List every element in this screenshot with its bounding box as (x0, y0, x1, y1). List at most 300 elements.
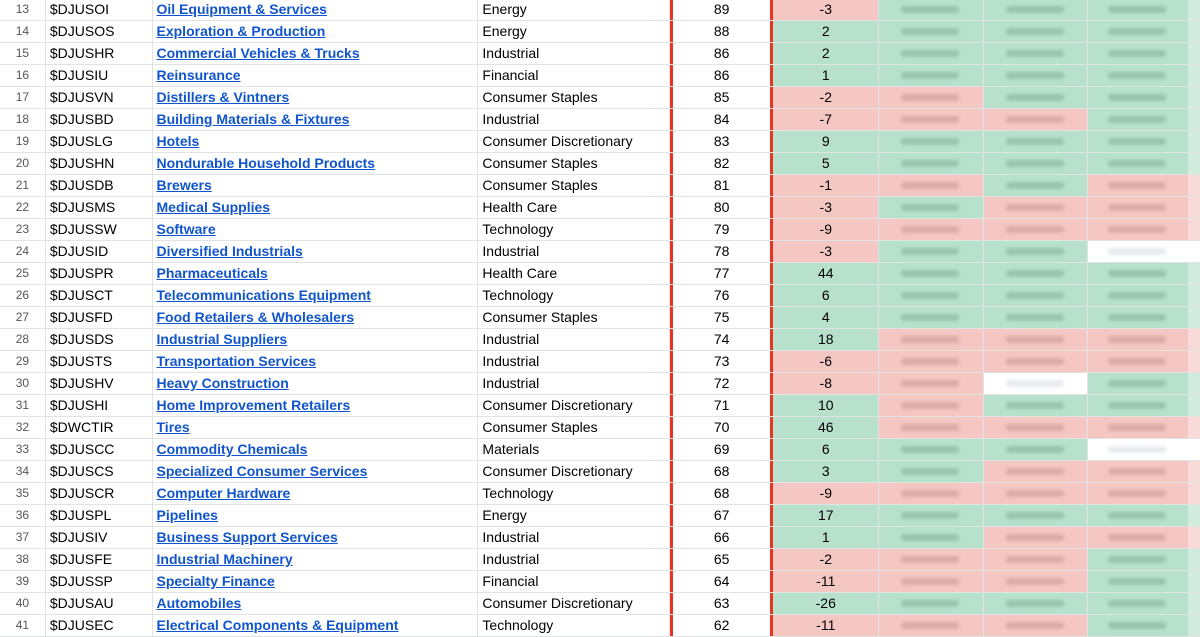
redacted-cell[interactable] (984, 395, 1089, 416)
row-number[interactable]: 36 (0, 505, 46, 526)
industry-link[interactable]: Transportation Services (156, 353, 317, 369)
change-cell[interactable]: 6 (773, 285, 879, 306)
redacted-cell[interactable] (984, 549, 1089, 570)
sector-cell[interactable]: Industrial (478, 241, 669, 262)
row-number[interactable]: 25 (0, 263, 46, 284)
change-cell[interactable]: 2 (773, 21, 879, 42)
table-row[interactable] (0, 87, 1200, 109)
industry-link[interactable]: Reinsurance (156, 67, 241, 83)
industry-name-cell[interactable] (153, 615, 479, 636)
industry-link[interactable]: Commodity Chemicals (156, 441, 308, 457)
redacted-cell[interactable] (879, 307, 984, 328)
industry-link[interactable]: Industrial Suppliers (156, 331, 288, 347)
redacted-cell[interactable] (1088, 0, 1200, 20)
industry-link[interactable]: Telecommunications Equipment (156, 287, 371, 303)
sector-cell[interactable]: Financial (478, 571, 669, 592)
rank-cell[interactable]: 68 (670, 461, 774, 482)
redacted-cell[interactable] (984, 21, 1089, 42)
ticker-cell[interactable]: $DJUSOS (46, 21, 153, 42)
redacted-cell[interactable] (984, 263, 1089, 284)
sector-cell[interactable]: Technology (478, 285, 669, 306)
redacted-cell[interactable] (984, 65, 1089, 86)
ticker-cell[interactable]: $DJUSTS (46, 351, 153, 372)
sector-cell[interactable]: Consumer Staples (478, 417, 669, 438)
ticker-cell[interactable]: $DJUSHI (46, 395, 153, 416)
change-cell[interactable]: 2 (773, 43, 879, 64)
change-cell[interactable]: -2 (773, 549, 879, 570)
row-number[interactable]: 13 (0, 0, 46, 20)
row-number[interactable]: 34 (0, 461, 46, 482)
redacted-cell[interactable] (984, 175, 1089, 196)
redacted-cell[interactable] (879, 263, 984, 284)
sector-cell[interactable]: Industrial (478, 549, 669, 570)
redacted-cell[interactable] (879, 351, 984, 372)
industry-name-cell[interactable] (153, 153, 479, 174)
redacted-cell[interactable] (984, 483, 1089, 504)
redacted-cell[interactable] (984, 109, 1089, 130)
redacted-cell[interactable] (984, 351, 1089, 372)
sector-cell[interactable]: Technology (478, 219, 669, 240)
row-number[interactable]: 37 (0, 527, 46, 548)
rank-cell[interactable]: 86 (670, 65, 774, 86)
industry-link[interactable]: Business Support Services (156, 529, 338, 545)
redacted-cell[interactable] (1088, 571, 1200, 592)
redacted-cell[interactable] (879, 153, 984, 174)
rank-cell[interactable]: 79 (670, 219, 774, 240)
industry-name-cell[interactable] (153, 0, 479, 20)
redacted-cell[interactable] (1088, 329, 1200, 350)
change-cell[interactable]: -7 (773, 109, 879, 130)
ticker-cell[interactable]: $DJUSIV (46, 527, 153, 548)
change-cell[interactable]: -3 (773, 241, 879, 262)
industry-name-cell[interactable] (153, 197, 479, 218)
change-cell[interactable]: -1 (773, 175, 879, 196)
rank-cell[interactable]: 78 (670, 241, 774, 262)
rank-cell[interactable]: 75 (670, 307, 774, 328)
sector-cell[interactable]: Materials (478, 439, 669, 460)
redacted-cell[interactable] (879, 65, 984, 86)
rank-cell[interactable]: 89 (670, 0, 774, 20)
sector-cell[interactable]: Consumer Staples (478, 153, 669, 174)
ticker-cell[interactable]: $DJUSHR (46, 43, 153, 64)
table-row[interactable] (0, 593, 1200, 615)
industry-link[interactable]: Automobiles (156, 595, 242, 611)
rank-cell[interactable]: 86 (670, 43, 774, 64)
redacted-cell[interactable] (879, 483, 984, 504)
industry-name-cell[interactable] (153, 483, 479, 504)
redacted-cell[interactable] (879, 615, 984, 636)
industry-name-cell[interactable] (153, 87, 479, 108)
table-row[interactable] (0, 241, 1200, 263)
redacted-cell[interactable] (984, 329, 1089, 350)
redacted-cell[interactable] (1088, 527, 1200, 548)
redacted-cell[interactable] (1088, 65, 1200, 86)
redacted-cell[interactable] (1088, 439, 1200, 460)
table-row[interactable] (0, 483, 1200, 505)
redacted-cell[interactable] (1088, 87, 1200, 108)
redacted-cell[interactable] (984, 439, 1089, 460)
industry-name-cell[interactable] (153, 285, 479, 306)
redacted-cell[interactable] (879, 43, 984, 64)
redacted-cell[interactable] (984, 0, 1089, 20)
rank-cell[interactable]: 88 (670, 21, 774, 42)
industry-name-cell[interactable] (153, 43, 479, 64)
redacted-cell[interactable] (1088, 131, 1200, 152)
redacted-cell[interactable] (984, 197, 1089, 218)
rank-cell[interactable]: 64 (670, 571, 774, 592)
sector-cell[interactable]: Industrial (478, 329, 669, 350)
ticker-cell[interactable]: $DJUSPR (46, 263, 153, 284)
redacted-cell[interactable] (1088, 109, 1200, 130)
table-row[interactable] (0, 109, 1200, 131)
industry-link[interactable]: Software (156, 221, 216, 237)
table-row[interactable] (0, 615, 1200, 637)
redacted-cell[interactable] (1088, 153, 1200, 174)
table-row[interactable] (0, 461, 1200, 483)
redacted-cell[interactable] (984, 131, 1089, 152)
table-row[interactable] (0, 65, 1200, 87)
sector-cell[interactable]: Health Care (478, 197, 669, 218)
redacted-cell[interactable] (1088, 351, 1200, 372)
redacted-cell[interactable] (879, 395, 984, 416)
table-row[interactable] (0, 527, 1200, 549)
change-cell[interactable]: -11 (773, 615, 879, 636)
ticker-cell[interactable]: $DJUSSP (46, 571, 153, 592)
industry-name-cell[interactable] (153, 65, 479, 86)
rank-cell[interactable]: 82 (670, 153, 774, 174)
industry-name-cell[interactable] (153, 373, 479, 394)
industry-link[interactable]: Commercial Vehicles & Trucks (156, 45, 360, 61)
row-number[interactable]: 33 (0, 439, 46, 460)
industry-link[interactable]: Hotels (156, 133, 200, 149)
change-cell[interactable]: 6 (773, 439, 879, 460)
industry-name-cell[interactable] (153, 175, 479, 196)
redacted-cell[interactable] (1088, 593, 1200, 614)
sector-cell[interactable]: Industrial (478, 373, 669, 394)
change-cell[interactable]: 10 (773, 395, 879, 416)
change-cell[interactable]: -2 (773, 87, 879, 108)
table-row[interactable] (0, 571, 1200, 593)
rank-cell[interactable]: 84 (670, 109, 774, 130)
redacted-cell[interactable] (879, 131, 984, 152)
ticker-cell[interactable]: $DJUSVN (46, 87, 153, 108)
redacted-cell[interactable] (1088, 43, 1200, 64)
change-cell[interactable]: 9 (773, 131, 879, 152)
table-row[interactable] (0, 439, 1200, 461)
industry-link[interactable]: Industrial Machinery (156, 551, 293, 567)
redacted-cell[interactable] (879, 571, 984, 592)
rank-cell[interactable]: 74 (670, 329, 774, 350)
rank-cell[interactable]: 68 (670, 483, 774, 504)
rank-cell[interactable]: 65 (670, 549, 774, 570)
ticker-cell[interactable]: $DWCTIR (46, 417, 153, 438)
industry-name-cell[interactable] (153, 593, 479, 614)
table-row[interactable] (0, 351, 1200, 373)
ticker-cell[interactable]: $DJUSCC (46, 439, 153, 460)
ticker-cell[interactable]: $DJUSID (46, 241, 153, 262)
industry-name-cell[interactable] (153, 21, 479, 42)
rank-cell[interactable]: 63 (670, 593, 774, 614)
row-number[interactable]: 40 (0, 593, 46, 614)
row-number[interactable]: 23 (0, 219, 46, 240)
row-number[interactable]: 17 (0, 87, 46, 108)
change-cell[interactable]: 5 (773, 153, 879, 174)
redacted-cell[interactable] (1088, 241, 1200, 262)
industry-link[interactable]: Pharmaceuticals (156, 265, 268, 281)
table-row[interactable] (0, 0, 1200, 21)
change-cell[interactable]: -9 (773, 483, 879, 504)
industry-link[interactable]: Diversified Industrials (156, 243, 303, 259)
ticker-cell[interactable]: $DJUSDS (46, 329, 153, 350)
ticker-cell[interactable]: $DJUSPL (46, 505, 153, 526)
industry-link[interactable]: Computer Hardware (156, 485, 291, 501)
ticker-cell[interactable]: $DJUSCS (46, 461, 153, 482)
redacted-cell[interactable] (1088, 549, 1200, 570)
row-number[interactable]: 21 (0, 175, 46, 196)
redacted-cell[interactable] (879, 21, 984, 42)
industry-link[interactable]: Pipelines (156, 507, 218, 523)
sector-cell[interactable]: Technology (478, 615, 669, 636)
industry-link[interactable]: Specialty Finance (156, 573, 275, 589)
industry-name-cell[interactable] (153, 219, 479, 240)
rank-cell[interactable]: 83 (670, 131, 774, 152)
industry-name-cell[interactable] (153, 395, 479, 416)
row-number[interactable]: 29 (0, 351, 46, 372)
ticker-cell[interactable]: $DJUSEC (46, 615, 153, 636)
redacted-cell[interactable] (879, 593, 984, 614)
redacted-cell[interactable] (984, 373, 1089, 394)
sector-cell[interactable]: Technology (478, 483, 669, 504)
redacted-cell[interactable] (879, 109, 984, 130)
row-number[interactable]: 22 (0, 197, 46, 218)
row-number[interactable]: 14 (0, 21, 46, 42)
rank-cell[interactable]: 71 (670, 395, 774, 416)
redacted-cell[interactable] (1088, 175, 1200, 196)
table-row[interactable] (0, 307, 1200, 329)
industry-link[interactable]: Oil Equipment & Services (156, 1, 327, 17)
redacted-cell[interactable] (984, 241, 1089, 262)
redacted-cell[interactable] (984, 307, 1089, 328)
row-number[interactable]: 35 (0, 483, 46, 504)
redacted-cell[interactable] (1088, 263, 1200, 284)
industry-link[interactable]: Specialized Consumer Services (156, 463, 368, 479)
row-number[interactable]: 41 (0, 615, 46, 636)
ticker-cell[interactable]: $DJUSAU (46, 593, 153, 614)
rank-cell[interactable]: 72 (670, 373, 774, 394)
redacted-cell[interactable] (1088, 373, 1200, 394)
redacted-cell[interactable] (1088, 285, 1200, 306)
ticker-cell[interactable]: $DJUSSW (46, 219, 153, 240)
table-row[interactable] (0, 175, 1200, 197)
sector-cell[interactable]: Industrial (478, 109, 669, 130)
row-number[interactable]: 16 (0, 65, 46, 86)
row-number[interactable]: 27 (0, 307, 46, 328)
redacted-cell[interactable] (879, 549, 984, 570)
table-row[interactable] (0, 329, 1200, 351)
change-cell[interactable]: 46 (773, 417, 879, 438)
table-row[interactable] (0, 549, 1200, 571)
ticker-cell[interactable]: $DJUSOI (46, 0, 153, 20)
industry-name-cell[interactable] (153, 329, 479, 350)
redacted-cell[interactable] (879, 417, 984, 438)
industry-link[interactable]: Exploration & Production (156, 23, 326, 39)
redacted-cell[interactable] (879, 373, 984, 394)
sector-cell[interactable]: Industrial (478, 43, 669, 64)
sector-cell[interactable]: Consumer Staples (478, 307, 669, 328)
redacted-cell[interactable] (1088, 417, 1200, 438)
industry-name-cell[interactable] (153, 439, 479, 460)
redacted-cell[interactable] (879, 175, 984, 196)
table-row[interactable] (0, 43, 1200, 65)
rank-cell[interactable]: 66 (670, 527, 774, 548)
rank-cell[interactable]: 69 (670, 439, 774, 460)
rank-cell[interactable]: 80 (670, 197, 774, 218)
industry-link[interactable]: Nondurable Household Products (156, 155, 376, 171)
redacted-cell[interactable] (879, 527, 984, 548)
sector-cell[interactable]: Health Care (478, 263, 669, 284)
sector-cell[interactable]: Industrial (478, 351, 669, 372)
industry-name-cell[interactable] (153, 307, 479, 328)
redacted-cell[interactable] (1088, 505, 1200, 526)
redacted-cell[interactable] (1088, 461, 1200, 482)
redacted-cell[interactable] (984, 571, 1089, 592)
rank-cell[interactable]: 85 (670, 87, 774, 108)
redacted-cell[interactable] (1088, 307, 1200, 328)
industry-name-cell[interactable] (153, 417, 479, 438)
redacted-cell[interactable] (879, 219, 984, 240)
row-number[interactable]: 39 (0, 571, 46, 592)
change-cell[interactable]: -26 (773, 593, 879, 614)
sector-cell[interactable]: Consumer Staples (478, 175, 669, 196)
change-cell[interactable]: -9 (773, 219, 879, 240)
redacted-cell[interactable] (1088, 219, 1200, 240)
industry-link[interactable]: Home Improvement Retailers (156, 397, 351, 413)
industry-link[interactable]: Building Materials & Fixtures (156, 111, 350, 127)
redacted-cell[interactable] (984, 285, 1089, 306)
sector-cell[interactable]: Consumer Discretionary (478, 131, 669, 152)
table-row[interactable] (0, 373, 1200, 395)
industry-link[interactable]: Food Retailers & Wholesalers (156, 309, 355, 325)
redacted-cell[interactable] (879, 0, 984, 20)
ticker-cell[interactable]: $DJUSFD (46, 307, 153, 328)
table-row[interactable] (0, 197, 1200, 219)
table-row[interactable] (0, 219, 1200, 241)
row-number[interactable]: 19 (0, 131, 46, 152)
sector-cell[interactable]: Consumer Discretionary (478, 461, 669, 482)
change-cell[interactable]: 18 (773, 329, 879, 350)
sector-cell[interactable]: Financial (478, 65, 669, 86)
redacted-cell[interactable] (879, 285, 984, 306)
table-row[interactable] (0, 395, 1200, 417)
industry-link[interactable]: Electrical Components & Equipment (156, 617, 399, 633)
redacted-cell[interactable] (879, 87, 984, 108)
ticker-cell[interactable]: $DJUSBD (46, 109, 153, 130)
rank-cell[interactable]: 77 (670, 263, 774, 284)
ticker-cell[interactable]: $DJUSLG (46, 131, 153, 152)
redacted-cell[interactable] (984, 615, 1089, 636)
row-number[interactable]: 28 (0, 329, 46, 350)
redacted-cell[interactable] (879, 505, 984, 526)
change-cell[interactable]: -3 (773, 197, 879, 218)
change-cell[interactable]: -11 (773, 571, 879, 592)
industry-name-cell[interactable] (153, 241, 479, 262)
sector-cell[interactable]: Energy (478, 0, 669, 20)
row-number[interactable]: 26 (0, 285, 46, 306)
table-row[interactable] (0, 21, 1200, 43)
ticker-cell[interactable]: $DJUSFE (46, 549, 153, 570)
redacted-cell[interactable] (984, 153, 1089, 174)
redacted-cell[interactable] (984, 505, 1089, 526)
industry-link[interactable]: Distillers & Vintners (156, 89, 290, 105)
ticker-cell[interactable]: $DJUSCT (46, 285, 153, 306)
sector-cell[interactable]: Industrial (478, 527, 669, 548)
row-number[interactable]: 38 (0, 549, 46, 570)
table-row[interactable] (0, 417, 1200, 439)
redacted-cell[interactable] (1088, 197, 1200, 218)
redacted-cell[interactable] (984, 43, 1089, 64)
ticker-cell[interactable]: $DJUSCR (46, 483, 153, 504)
change-cell[interactable]: 4 (773, 307, 879, 328)
rank-cell[interactable]: 73 (670, 351, 774, 372)
sector-cell[interactable]: Consumer Staples (478, 87, 669, 108)
table-row[interactable] (0, 285, 1200, 307)
change-cell[interactable]: 3 (773, 461, 879, 482)
redacted-cell[interactable] (984, 527, 1089, 548)
change-cell[interactable]: 44 (773, 263, 879, 284)
table-row[interactable] (0, 153, 1200, 175)
sector-cell[interactable]: Energy (478, 505, 669, 526)
ticker-cell[interactable]: $DJUSHN (46, 153, 153, 174)
rank-cell[interactable]: 76 (670, 285, 774, 306)
industry-name-cell[interactable] (153, 351, 479, 372)
change-cell[interactable]: -8 (773, 373, 879, 394)
redacted-cell[interactable] (879, 241, 984, 262)
redacted-cell[interactable] (984, 219, 1089, 240)
sector-cell[interactable]: Consumer Discretionary (478, 395, 669, 416)
industry-name-cell[interactable] (153, 461, 479, 482)
sector-cell[interactable]: Energy (478, 21, 669, 42)
table-row[interactable] (0, 505, 1200, 527)
redacted-cell[interactable] (984, 593, 1089, 614)
table-row[interactable] (0, 131, 1200, 153)
row-number[interactable]: 18 (0, 109, 46, 130)
sector-cell[interactable]: Consumer Discretionary (478, 593, 669, 614)
row-number[interactable]: 31 (0, 395, 46, 416)
table-row[interactable] (0, 263, 1200, 285)
rank-cell[interactable]: 62 (670, 615, 774, 636)
industry-name-cell[interactable] (153, 571, 479, 592)
industry-link[interactable]: Brewers (156, 177, 212, 193)
row-number[interactable]: 24 (0, 241, 46, 262)
rank-cell[interactable]: 67 (670, 505, 774, 526)
ticker-cell[interactable]: $DJUSIU (46, 65, 153, 86)
redacted-cell[interactable] (984, 461, 1089, 482)
industry-name-cell[interactable] (153, 109, 479, 130)
rank-cell[interactable]: 81 (670, 175, 774, 196)
industry-name-cell[interactable] (153, 549, 479, 570)
ticker-cell[interactable]: $DJUSHV (46, 373, 153, 394)
change-cell[interactable]: -3 (773, 0, 879, 20)
redacted-cell[interactable] (1088, 395, 1200, 416)
change-cell[interactable]: 17 (773, 505, 879, 526)
redacted-cell[interactable] (984, 417, 1089, 438)
industry-link[interactable]: Heavy Construction (156, 375, 289, 391)
industry-name-cell[interactable] (153, 263, 479, 284)
redacted-cell[interactable] (984, 87, 1089, 108)
industry-name-cell[interactable] (153, 131, 479, 152)
redacted-cell[interactable] (1088, 21, 1200, 42)
redacted-cell[interactable] (879, 439, 984, 460)
